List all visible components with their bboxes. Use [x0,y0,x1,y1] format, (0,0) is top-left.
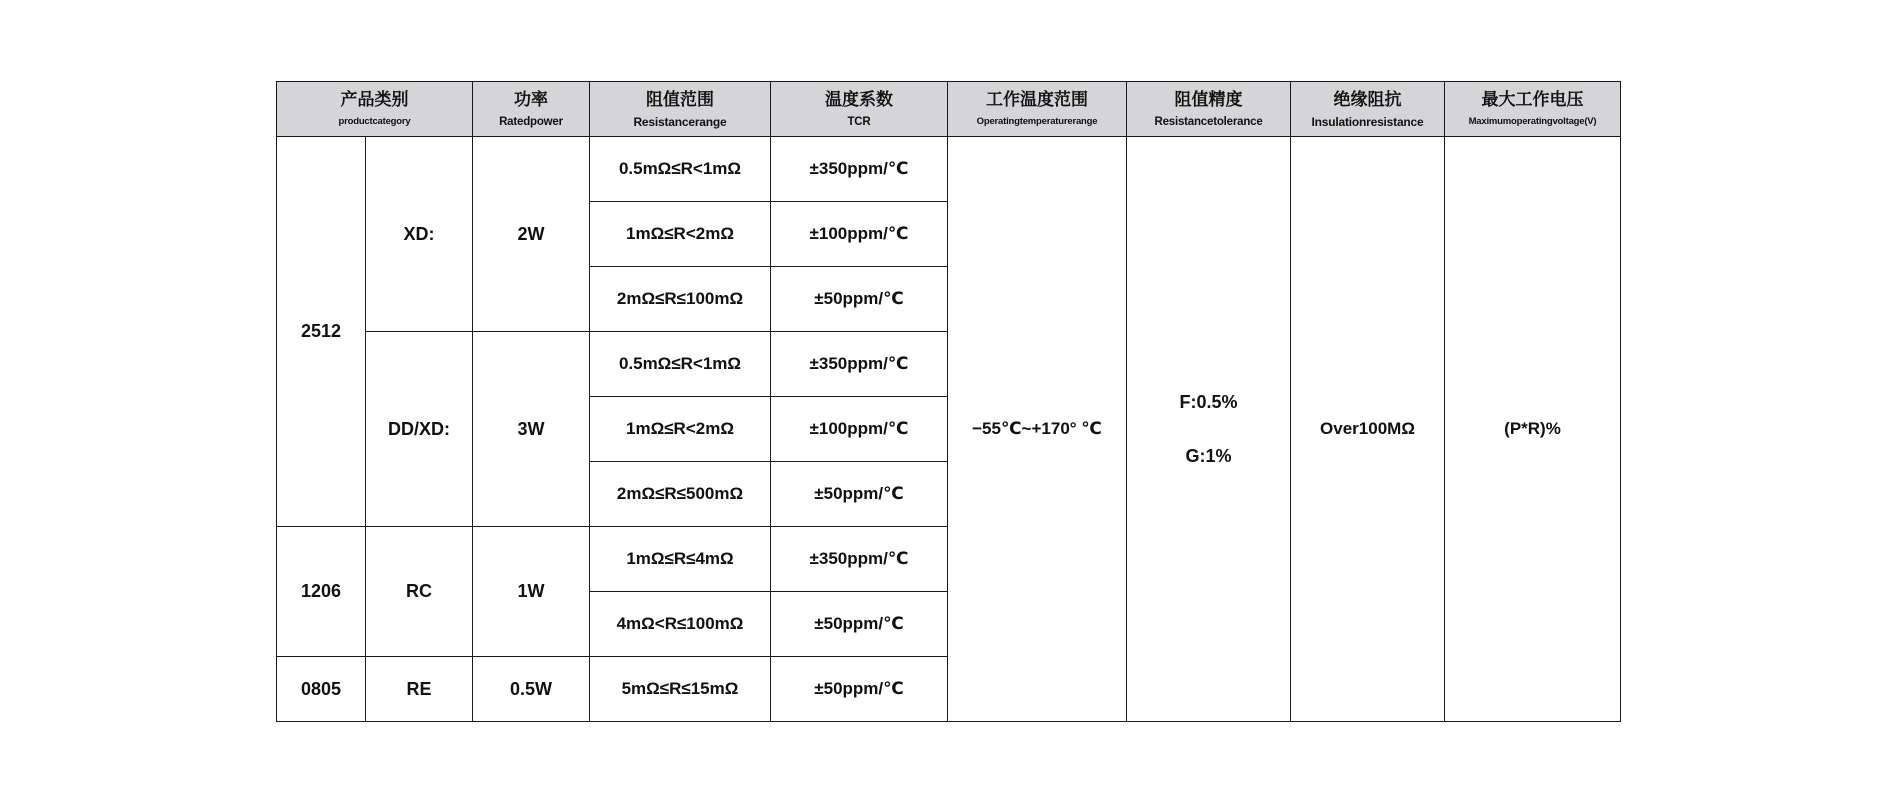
header-en-label: Insulationresistance [1311,115,1424,129]
header-zh-label: 温度系数 [825,90,893,110]
header-zh-label: 阻值精度 [1174,90,1243,110]
header-zh-label: 功率 [514,90,548,110]
header-en-label: TCR [847,116,871,128]
header-operating-temp [948,82,1127,137]
table-row [277,137,1621,202]
series-cell: DD/XD: [366,332,473,527]
header-en-label: Ratedpower [499,116,563,128]
header-zh-label: 绝缘阻抗 [1333,90,1402,110]
header-max-voltage [1445,82,1621,137]
tcr-cell: ±100ppm/℃ [771,202,948,267]
range-cell: 2mΩ≤R≤100mΩ [590,267,771,332]
range-cell: 0.5mΩ≤R<1mΩ [590,332,771,397]
resistor-spec-table [276,81,1621,722]
tcr-cell: ±350ppm/℃ [771,527,948,592]
tcr-cell: ±100ppm/℃ [771,397,948,462]
series-cell: XD: [366,137,473,332]
range-cell: 1mΩ≤R≤4mΩ [590,527,771,592]
header-row [277,82,1621,137]
power-cell: 3W [473,332,590,527]
size-cell: 0805 [277,657,366,722]
series-cell: RE [366,657,473,722]
tcr-cell: ±50ppm/℃ [771,462,948,527]
header-zh-label: 最大工作电压 [1481,90,1584,110]
tcr-cell: ±50ppm/℃ [771,267,948,332]
header-tcr [771,82,948,137]
header-zh-label: 阻值范围 [646,90,714,110]
header-en-label: productcategory [338,116,411,127]
header-zh-label: 工作温度范围 [986,90,1088,110]
operating-temp-cell: −55℃~+170° ℃ [948,137,1127,722]
size-cell: 1206 [277,527,366,657]
power-cell: 0.5W [473,657,590,722]
series-cell: RC [366,527,473,657]
header-en-label: Resistancerange [633,115,727,129]
header-tolerance [1127,82,1291,137]
range-cell: 1mΩ≤R<2mΩ [590,202,771,267]
tcr-cell: ±50ppm/℃ [771,592,948,657]
tolerance-f-value: F:0.5% [1179,392,1238,412]
size-cell: 2512 [277,137,366,527]
header-rated-power [473,82,590,137]
tolerance-g-value: G:1% [1185,446,1232,466]
max-voltage-cell: (P*R)% [1445,137,1621,722]
tcr-cell: ±350ppm/℃ [771,137,948,202]
tcr-cell: ±50ppm/℃ [771,657,948,722]
header-en-label: Maximumoperatingvoltage(V) [1468,116,1597,127]
range-cell: 1mΩ≤R<2mΩ [590,397,771,462]
header-product-category [277,82,473,137]
power-cell: 1W [473,527,590,657]
power-cell: 2W [473,137,590,332]
insulation-cell: Over100MΩ [1291,137,1445,722]
range-cell: 4mΩ<R≤100mΩ [590,592,771,657]
header-zh-label: 产品类别 [340,90,409,110]
tcr-cell: ±350ppm/℃ [771,332,948,397]
range-cell: 5mΩ≤R≤15mΩ [590,657,771,722]
range-cell: 2mΩ≤R≤500mΩ [590,462,771,527]
header-en-label: Operatingtemperaturerange [976,116,1098,127]
header-resistance-range [590,82,771,137]
range-cell: 0.5mΩ≤R<1mΩ [590,137,771,202]
tolerance-cell [1127,137,1291,722]
header-en-label: Resistancetolerance [1154,116,1263,128]
header-insulation [1291,82,1445,137]
